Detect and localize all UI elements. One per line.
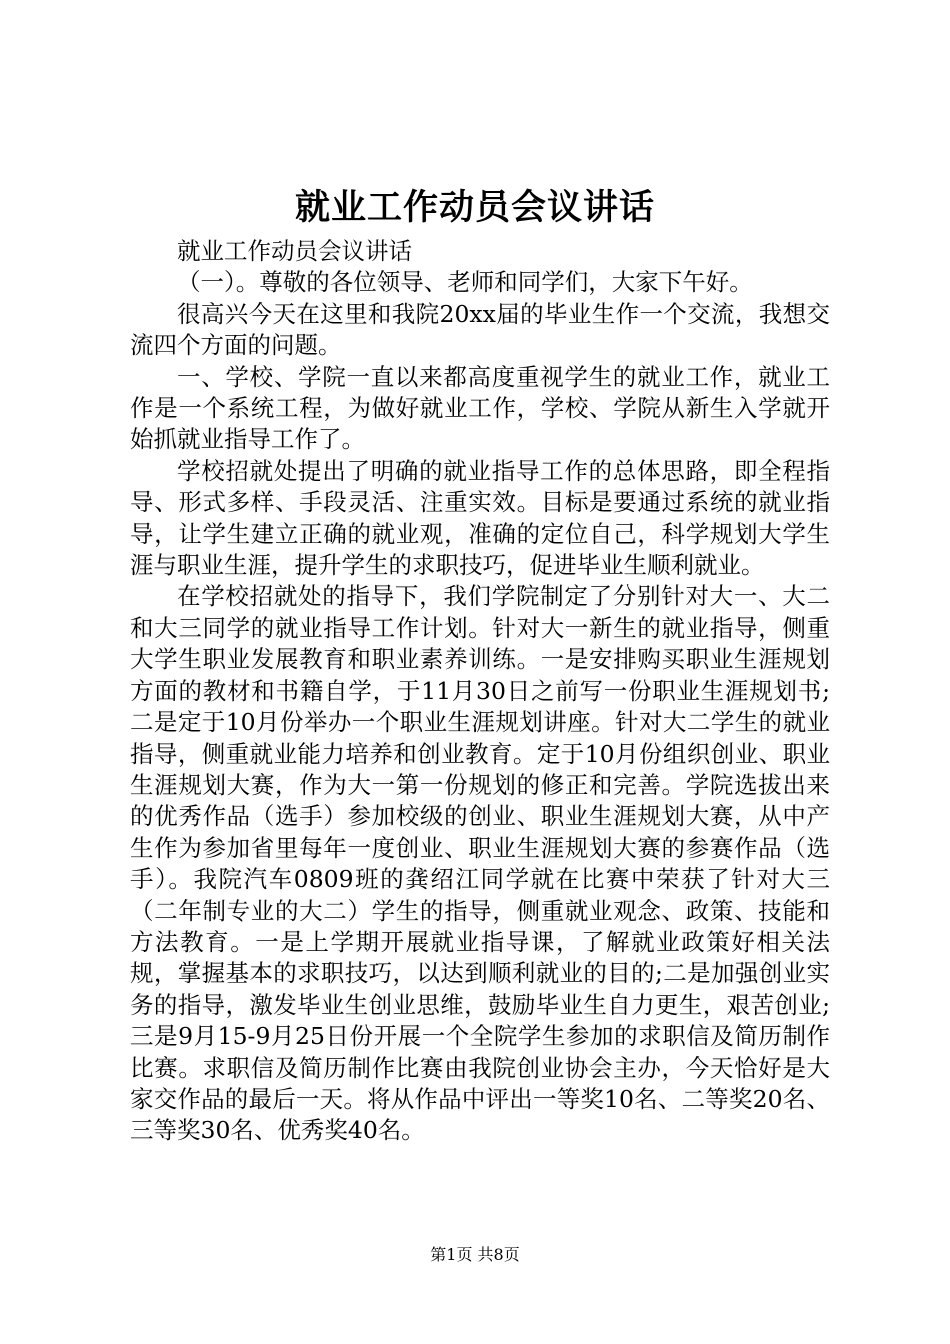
paragraph: 很高兴今天在这里和我院20xx届的毕业生作一个交流，我想交流四个方面的问题。 (130, 299, 830, 360)
paragraph: （一）。尊敬的各位领导、老师和同学们，大家下午好。 (177, 268, 753, 297)
document-body (130, 236, 830, 1147)
paragraph: 一、学校、学院一直以来都高度重视学生的就业工作，就业工作是一个系统工程，为做好就业工作，学校、学院从新生入学就开始抓就业指导工作了。 (130, 362, 830, 454)
paragraph: 在学校招就处的指导下，我们学院制定了分别针对大一、大二和大三同学的就业指导工作计划。针对大一新生的就业指导，侧重大学生职业发展教育和职业素养训练。一是安排购买职业生涯规划方面的教材和书籍自学，于11月30日之前写一份职业生涯规划书;二是定于10月份举办一个职业生涯规划讲座。针对大二学生的就业指导，侧重就业能力培养和创业教育。定于10月份组织创业、职业生涯规划大赛，作为大一第一份规划的修正和完善。学院选拔出来的优秀作品（选手）参加校级的创业、职业生涯规划大赛，从中产生作为参加省里每年一度创业、职业生涯规划大赛的参赛作品（选手）。我院汽车0809班的龚绍江同学就在比赛中荣获了针对大三（二年制专业的大二）学生的指导，侧重就业观念、政策、技能和方法教育。一是上学期开展就业指导课，了解就业政策好相关法规，掌握基本的求职技巧，以达到顺利就业的目的;二是加强创业实务的指导，激发毕业生创业思维，鼓励毕业生自力更生，艰苦创业;三是9月15-9月25日份开展一个全院学生参加的求职信及简历制作比赛。求职信及简历制作比赛由我院创业协会主办，今天恰好是大家交作品的最后一天。将从作品中评出一等奖10名、二等奖20名、三等奖30名、优秀奖40名。 (130, 582, 830, 1145)
paragraph: 就业工作动员会议讲话 (177, 237, 412, 265)
document-title: 就业工作动员会议讲话 (294, 187, 655, 228)
paragraph: 学校招就处提出了明确的就业指导工作的总体思路，即全程指导、形式多样、手段灵活、注重实效。目标是要通过系统的就业指导，让学生建立正确的就业观，准确的定位自己，科学规划大学生涯与职业生涯，提升学生的求职技巧，促进毕业生顺利就业。 (130, 456, 830, 580)
page-number-footer: 第1页 共8页 (430, 1245, 520, 1264)
